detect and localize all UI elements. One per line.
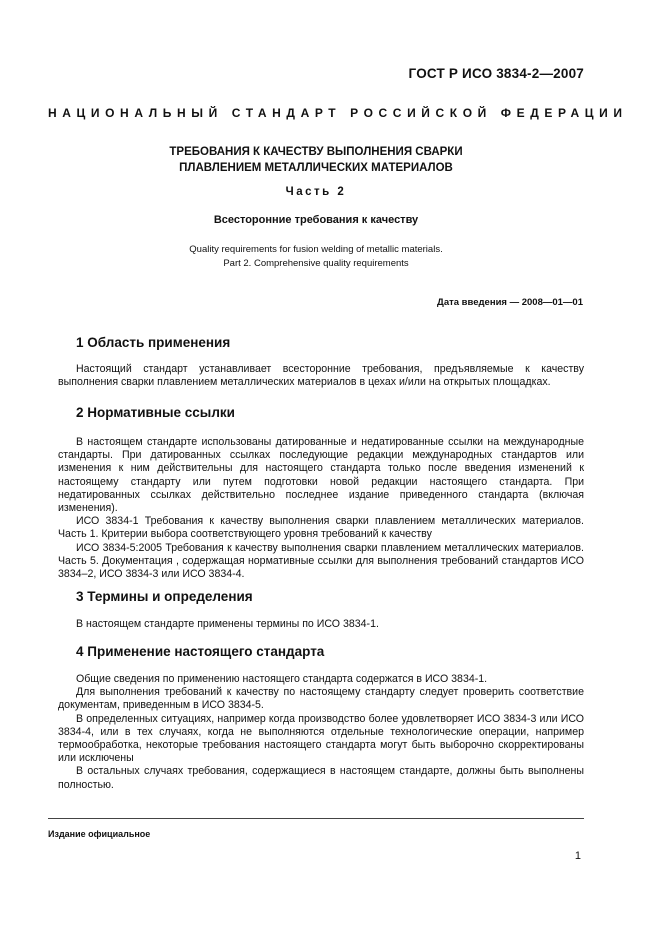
section-4-heading: 4 Применение настоящего стандарта: [76, 644, 325, 659]
part-subtitle: Всесторонние требования к качеству: [213, 214, 419, 226]
english-title-line-2: Part 2. Comprehensive quality requirements: [223, 258, 409, 269]
national-standard-banner: НАЦИОНАЛЬНЫЙ СТАНДАРТ РОССИЙСКОЙ ФЕДЕРАЦИИ: [48, 106, 628, 120]
document-title: [48, 144, 584, 176]
section-3-body: [58, 618, 584, 631]
title-line-1: ТРЕБОВАНИЯ К КАЧЕСТВУ ВЫПОЛНЕНИЯ СВАРКИ: [169, 146, 463, 158]
section-2-heading: 2 Нормативные ссылки: [76, 405, 235, 420]
english-title: [48, 243, 584, 271]
footer-divider: [48, 818, 584, 819]
paragraph: ИСО 3834-1 Требования к качеству выполнения сварки плавлением металлических материалов. Часть 1. Критерии выбора соответствующего уровня требований к качеству: [58, 515, 584, 541]
paragraph: В настоящем стандарте использованы датированные и недатированные ссылки на международные стандарты. При датированных ссылках последующие редакции международных стандартов или изменения к ним действительны для настоящего стандарта только после введения изменений к настоящему стандарту или путем подготовки новой редакции настоящего стандарта. При недатированных ссылках действительно последнее издание приведенного стандарта (включая изменения).: [58, 436, 584, 515]
section-2-body: [58, 436, 584, 581]
paragraph: В определенных ситуациях, например когда производство более удовлетворяет ИСО 3834-3 или ИСО 3834-4, или в тех случаях, когда не выполняются отдельные технологические операции, например термообработка, некоторые требования настоящего стандарта могут быть выборочно скорректированы или исключены: [58, 712, 584, 765]
paragraph: В остальных случаях требования, содержащиеся в настоящем стандарте, должны быть выполнены полностью.: [58, 765, 584, 791]
paragraph: Настоящий стандарт устанавливает всесторонние требования, предъявляемые к качеству выполнения сварки плавлением металлических материалов в цехах и/или на открытых площадках.: [58, 363, 584, 389]
paragraph: ИСО 3834-5:2005 Требования к качеству выполнения сварки плавлением металлических материалов. Часть 5. Документация , содержащая нормативные ссылки для выполнения требований стандартов ИСО 3834–2, ИСО 3834-3 или ИСО 3834-4.: [58, 541, 584, 581]
english-title-line-1: Quality requirements for fusion welding of metallic materials.: [189, 244, 443, 255]
paragraph: Общие сведения по применению настоящего стандарта содержатся в ИСО 3834-1.: [76, 673, 488, 685]
page-number: 1: [574, 850, 581, 862]
section-1-heading: 1 Область применения: [76, 335, 231, 350]
section-4-body: [58, 673, 584, 792]
section-1-body: [58, 363, 584, 389]
paragraph: Для выполнения требований к качеству по настоящему стандарту следует проверить соответствие документам, приведенным в ИСО 3834-5.: [58, 686, 584, 712]
title-line-2: ПЛАВЛЕНИЕМ МЕТАЛЛИЧЕСКИХ МАТЕРИАЛОВ: [179, 162, 453, 174]
paragraph: В настоящем стандарте применены термины по ИСО 3834-1.: [76, 618, 379, 630]
section-3-heading: 3 Термины и определения: [76, 589, 253, 604]
document-code: ГОСТ Р ИСО 3834-2—2007: [408, 66, 584, 81]
official-edition-label: Издание официальное: [48, 829, 151, 839]
introduction-date: Дата введения — 2008—01—01: [437, 297, 583, 308]
part-label: Часть 2: [285, 186, 347, 198]
